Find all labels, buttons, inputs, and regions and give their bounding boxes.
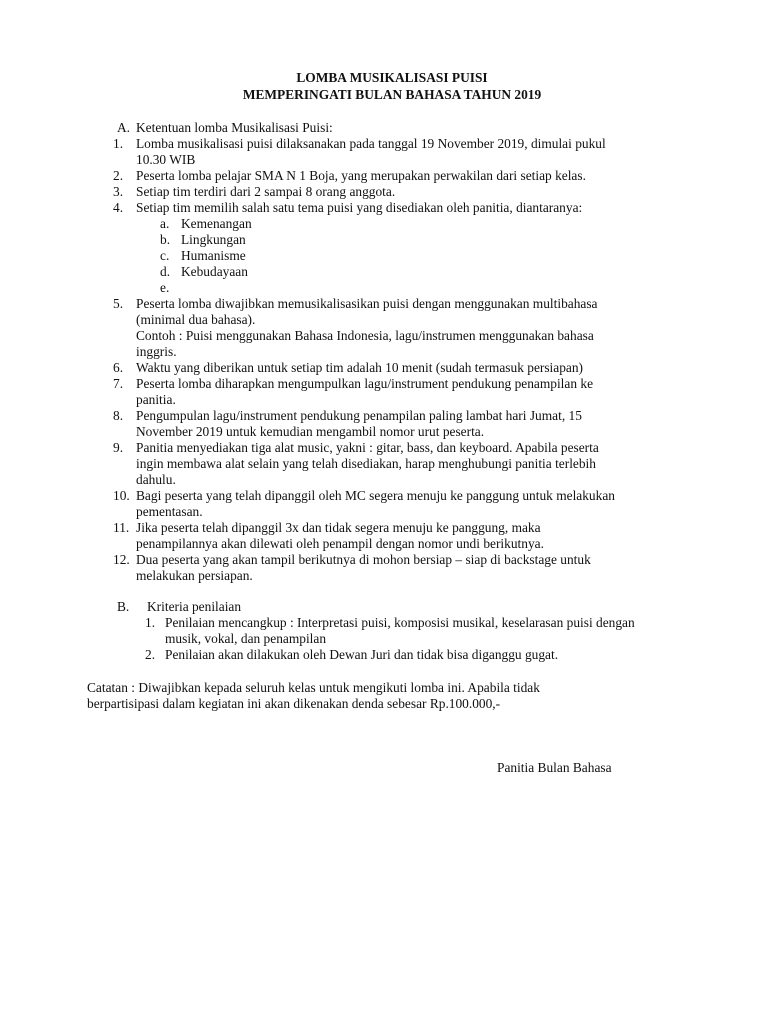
item-number: 5. bbox=[113, 296, 124, 311]
list-item bbox=[0, 615, 768, 647]
list-item bbox=[0, 488, 768, 520]
theme-letter: a. bbox=[160, 216, 170, 231]
list-item bbox=[0, 296, 768, 360]
item-number: 10. bbox=[113, 488, 130, 503]
signature: Panitia Bulan Bahasa bbox=[497, 760, 612, 775]
theme-letter: d. bbox=[160, 264, 171, 279]
item-text: penampilannya akan dilewati oleh penampil dengan nomor undi berikutnya. bbox=[136, 536, 544, 551]
section-heading: Kriteria penilaian bbox=[147, 599, 242, 614]
list-item bbox=[0, 647, 768, 663]
theme-item bbox=[0, 248, 768, 264]
list-item bbox=[0, 440, 768, 488]
list-item bbox=[0, 168, 768, 184]
theme-text: Kemenangan bbox=[181, 216, 252, 231]
theme-text: Lingkungan bbox=[181, 232, 246, 247]
document-subtitle: MEMPERINGATI BULAN BAHASA TAHUN 2019 bbox=[242, 87, 542, 102]
item-text: dahulu. bbox=[136, 472, 176, 487]
section-b bbox=[0, 599, 768, 663]
theme-item bbox=[0, 264, 768, 280]
item-text: melakukan persiapan. bbox=[136, 568, 253, 583]
list-item bbox=[0, 376, 768, 408]
theme-text bbox=[0, 280, 768, 296]
item-text: Peserta lomba diwajibkan memusikalisasikan puisi dengan menggunakan multibahasa bbox=[136, 296, 598, 311]
theme-letter: e. bbox=[160, 280, 170, 295]
item-number: 2. bbox=[145, 647, 156, 662]
item-number: 11. bbox=[113, 520, 130, 535]
item-text: Waktu yang diberikan untuk setiap tim adalah 10 menit (sudah termasuk persiapan) bbox=[136, 360, 584, 375]
note bbox=[87, 680, 768, 712]
item-number: 8. bbox=[113, 408, 124, 423]
item-text: pementasan. bbox=[136, 504, 203, 519]
list-item bbox=[0, 408, 768, 440]
section-heading: Ketentuan lomba Musikalisasi Puisi: bbox=[136, 120, 333, 135]
item-number: 4. bbox=[113, 200, 124, 215]
item-text: Dua peserta yang akan tampil berikutnya di mohon bersiap – siap di backstage untuk bbox=[136, 552, 591, 567]
item-text: November 2019 untuk kemudian mengambil nomor urut peserta. bbox=[136, 424, 485, 439]
section-marker: B. bbox=[117, 599, 130, 614]
section-marker: A. bbox=[117, 120, 131, 135]
theme-text: Humanisme bbox=[181, 248, 246, 263]
item-text: Penilaian akan dilakukan oleh Dewan Juri dan tidak bisa diganggu gugat. bbox=[165, 647, 559, 662]
list-item bbox=[0, 184, 768, 200]
item-text: Peserta lomba diharapkan mengumpulkan lagu/instrument pendukung penampilan ke bbox=[136, 376, 594, 391]
item-text: Penilaian mencangkup : Interpretasi puisi, komposisi musikal, keselarasan puisi dengan bbox=[165, 615, 635, 630]
theme-item bbox=[0, 216, 768, 232]
list-item bbox=[0, 552, 768, 584]
theme-letter: b. bbox=[160, 232, 171, 247]
item-text: Bagi peserta yang telah dipanggil oleh MC segera menuju ke panggung untuk melakukan bbox=[136, 488, 615, 503]
theme-item bbox=[0, 280, 768, 296]
list-item bbox=[0, 200, 768, 216]
item-text: Peserta lomba pelajar SMA N 1 Boja, yang merupakan perwakilan dari setiap kelas. bbox=[136, 168, 586, 183]
item-number: 3. bbox=[113, 184, 124, 199]
theme-item bbox=[0, 232, 768, 248]
item-number: 12. bbox=[113, 552, 130, 567]
list-item bbox=[0, 360, 768, 376]
item-number: 1. bbox=[145, 615, 156, 630]
item-text: panitia. bbox=[136, 392, 176, 407]
item-number: 1. bbox=[113, 136, 124, 151]
item-text: Jika peserta telah dipanggil 3x dan tidak segera menuju ke panggung, maka bbox=[136, 520, 541, 535]
item-text: Setiap tim terdiri dari 2 sampai 8 orang anggota. bbox=[136, 184, 396, 199]
item-text: inggris. bbox=[136, 344, 177, 359]
item-text: ingin membawa alat selain yang telah disediakan, harap menghubungi panitia terlebih bbox=[136, 456, 596, 471]
list-item bbox=[0, 520, 768, 552]
list-item bbox=[0, 136, 768, 168]
note-line: Catatan : Diwajibkan kepada seluruh kelas untuk mengikuti lomba ini. Apabila tidak bbox=[87, 680, 540, 695]
note-line: berpartisipasi dalam kegiatan ini akan dikenakan denda sebesar Rp.100.000,- bbox=[87, 696, 501, 711]
section-b-heading bbox=[0, 599, 768, 615]
theme-text: Kebudayaan bbox=[181, 264, 248, 279]
item-number: 6. bbox=[113, 360, 124, 375]
theme-letter: c. bbox=[160, 248, 170, 263]
section-a bbox=[0, 120, 768, 584]
item-text: Lomba musikalisasi puisi dilaksanakan pada tanggal 19 November 2019, dimulai pukul bbox=[136, 136, 606, 151]
item-text: Setiap tim memilih salah satu tema puisi yang disediakan oleh panitia, diantaranya: bbox=[136, 200, 583, 215]
item-text: (minimal dua bahasa). bbox=[136, 312, 256, 327]
item-text: Contoh : Puisi menggunakan Bahasa Indonesia, lagu/instrumen menggunakan bahasa bbox=[136, 328, 594, 343]
item-text: Panitia menyediakan tiga alat music, yakni : gitar, bass, dan keyboard. Apabila peserta bbox=[136, 440, 599, 455]
section-a-heading bbox=[0, 120, 768, 136]
item-number: 9. bbox=[113, 440, 124, 455]
item-number: 2. bbox=[113, 168, 124, 183]
item-text: Pengumpulan lagu/instrument pendukung penampilan paling lambat hari Jumat, 15 bbox=[136, 408, 582, 423]
item-number: 7. bbox=[113, 376, 124, 391]
item-text: musik, vokal, dan penampilan bbox=[165, 631, 327, 646]
document-title: LOMBA MUSIKALISASI PUISI bbox=[296, 70, 488, 85]
item-text: 10.30 WIB bbox=[136, 152, 196, 167]
